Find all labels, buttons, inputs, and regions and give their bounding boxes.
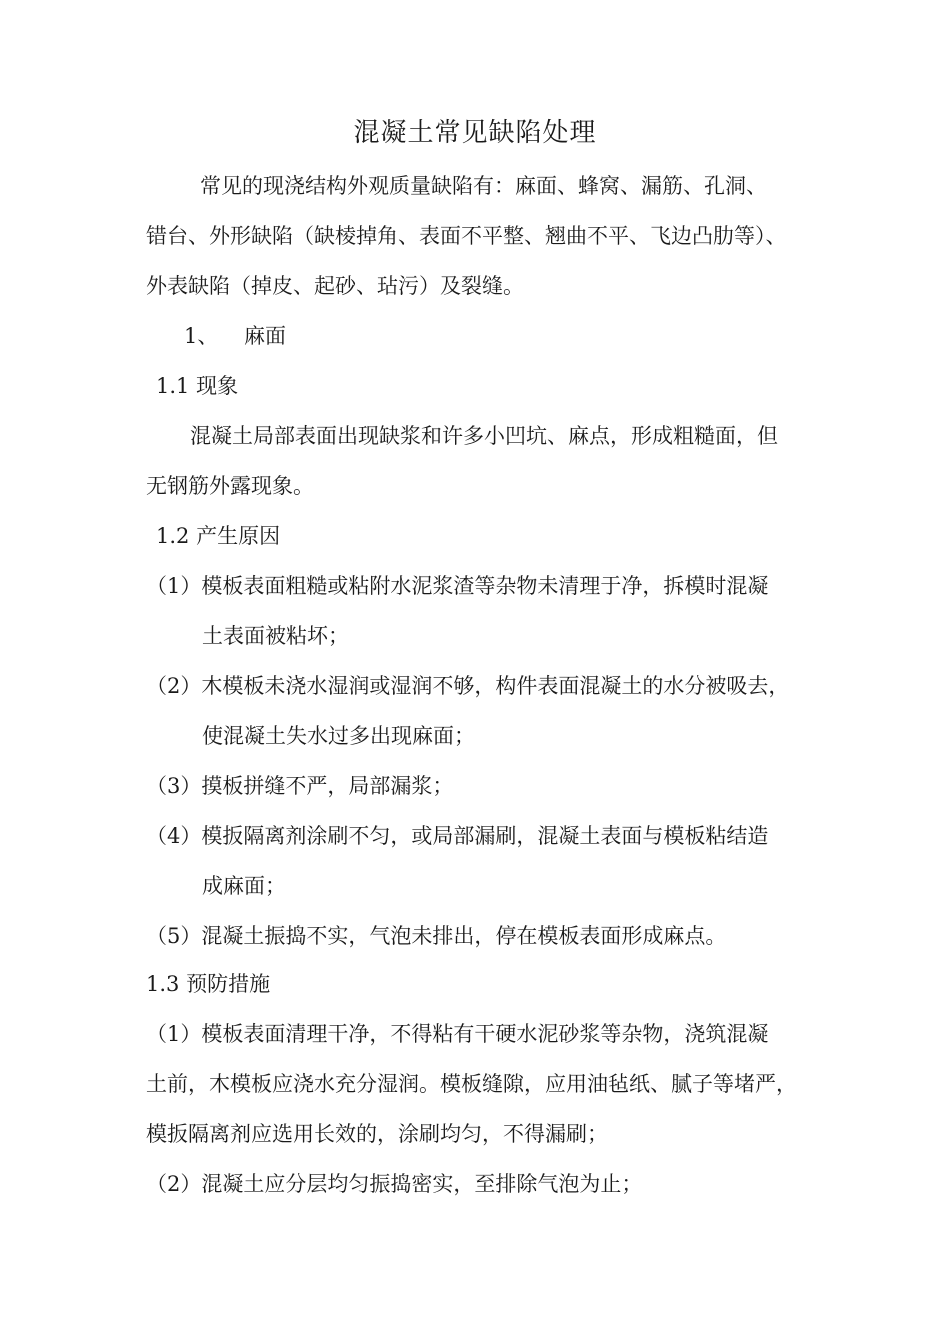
section-1-heading: [184, 322, 286, 350]
section-1-title: 麻面: [244, 324, 286, 348]
subsection-1-1-line-2: 无钢筋外露现象。: [146, 474, 314, 498]
subsection-1-2-heading: 1.2 产生原因: [156, 524, 281, 548]
cause-item-5-line-1: （5）混凝土振捣不实，气泡未排出，停在模板表面形成麻点。: [146, 924, 727, 948]
cause-item-4-line-2: 成麻面；: [202, 874, 286, 898]
subsection-1-3-heading: 1.3 预防措施: [146, 972, 271, 996]
cause-item-2-line-2: 使混凝土失水过多出现麻面；: [202, 724, 475, 748]
intro-line-1: 常见的现浇结构外观质量缺陷有：麻面、蜂窝、漏筋、孔洞、: [200, 174, 767, 198]
intro-line-3: 外表缺陷（掉皮、起砂、玷污）及裂缝。: [146, 274, 524, 298]
cause-item-2-line-1: （2）木模板未浇水湿润或湿润不够，构件表面混凝土的水分被吸去，: [146, 674, 790, 698]
cause-item-1-line-1: （1）模板表面粗糙或粘附水泥浆渣等杂物未清理于净，拆模时混凝: [146, 574, 769, 598]
prevention-item-1-line-2: 土前，木模板应浇水充分湿润。模板缝隙，应用油毡纸、腻子等堵严，: [146, 1072, 797, 1096]
prevention-item-1-line-3: 模扳隔离剂应选用长效的，涂刷均匀，不得漏刷；: [146, 1122, 608, 1146]
cause-item-4-line-1: （4）模扳隔离剂涂刷不匀，或局部漏刷，混凝土表面与模板粘结造: [146, 824, 769, 848]
prevention-item-1-line-1: （1）模板表面清理干净，不得粘有干硬水泥砂浆等杂物，浇筑混凝: [146, 1022, 769, 1046]
cause-item-3-line-1: （3）摸板拼缝不严，局部漏浆；: [146, 774, 454, 798]
subsection-1-1-heading: 1.1 现象: [156, 374, 239, 398]
subsection-1-1-line-1: 混凝土局部表面出现缺浆和许多小凹坑、麻点，形成粗糙面，但: [190, 424, 778, 448]
document-title: 混凝土常见缺陷处理: [353, 118, 597, 148]
intro-line-2: 错台、外形缺陷（缺棱掉角、表面不平整、翘曲不平、飞边凸肋等）、: [146, 224, 787, 248]
cause-item-1-line-2: 土表面被粘坏；: [202, 624, 349, 648]
section-1-number: 1、: [184, 324, 219, 348]
prevention-item-2-line-1: （2）混凝土应分层均匀振捣密实，至排除气泡为止；: [146, 1172, 643, 1196]
